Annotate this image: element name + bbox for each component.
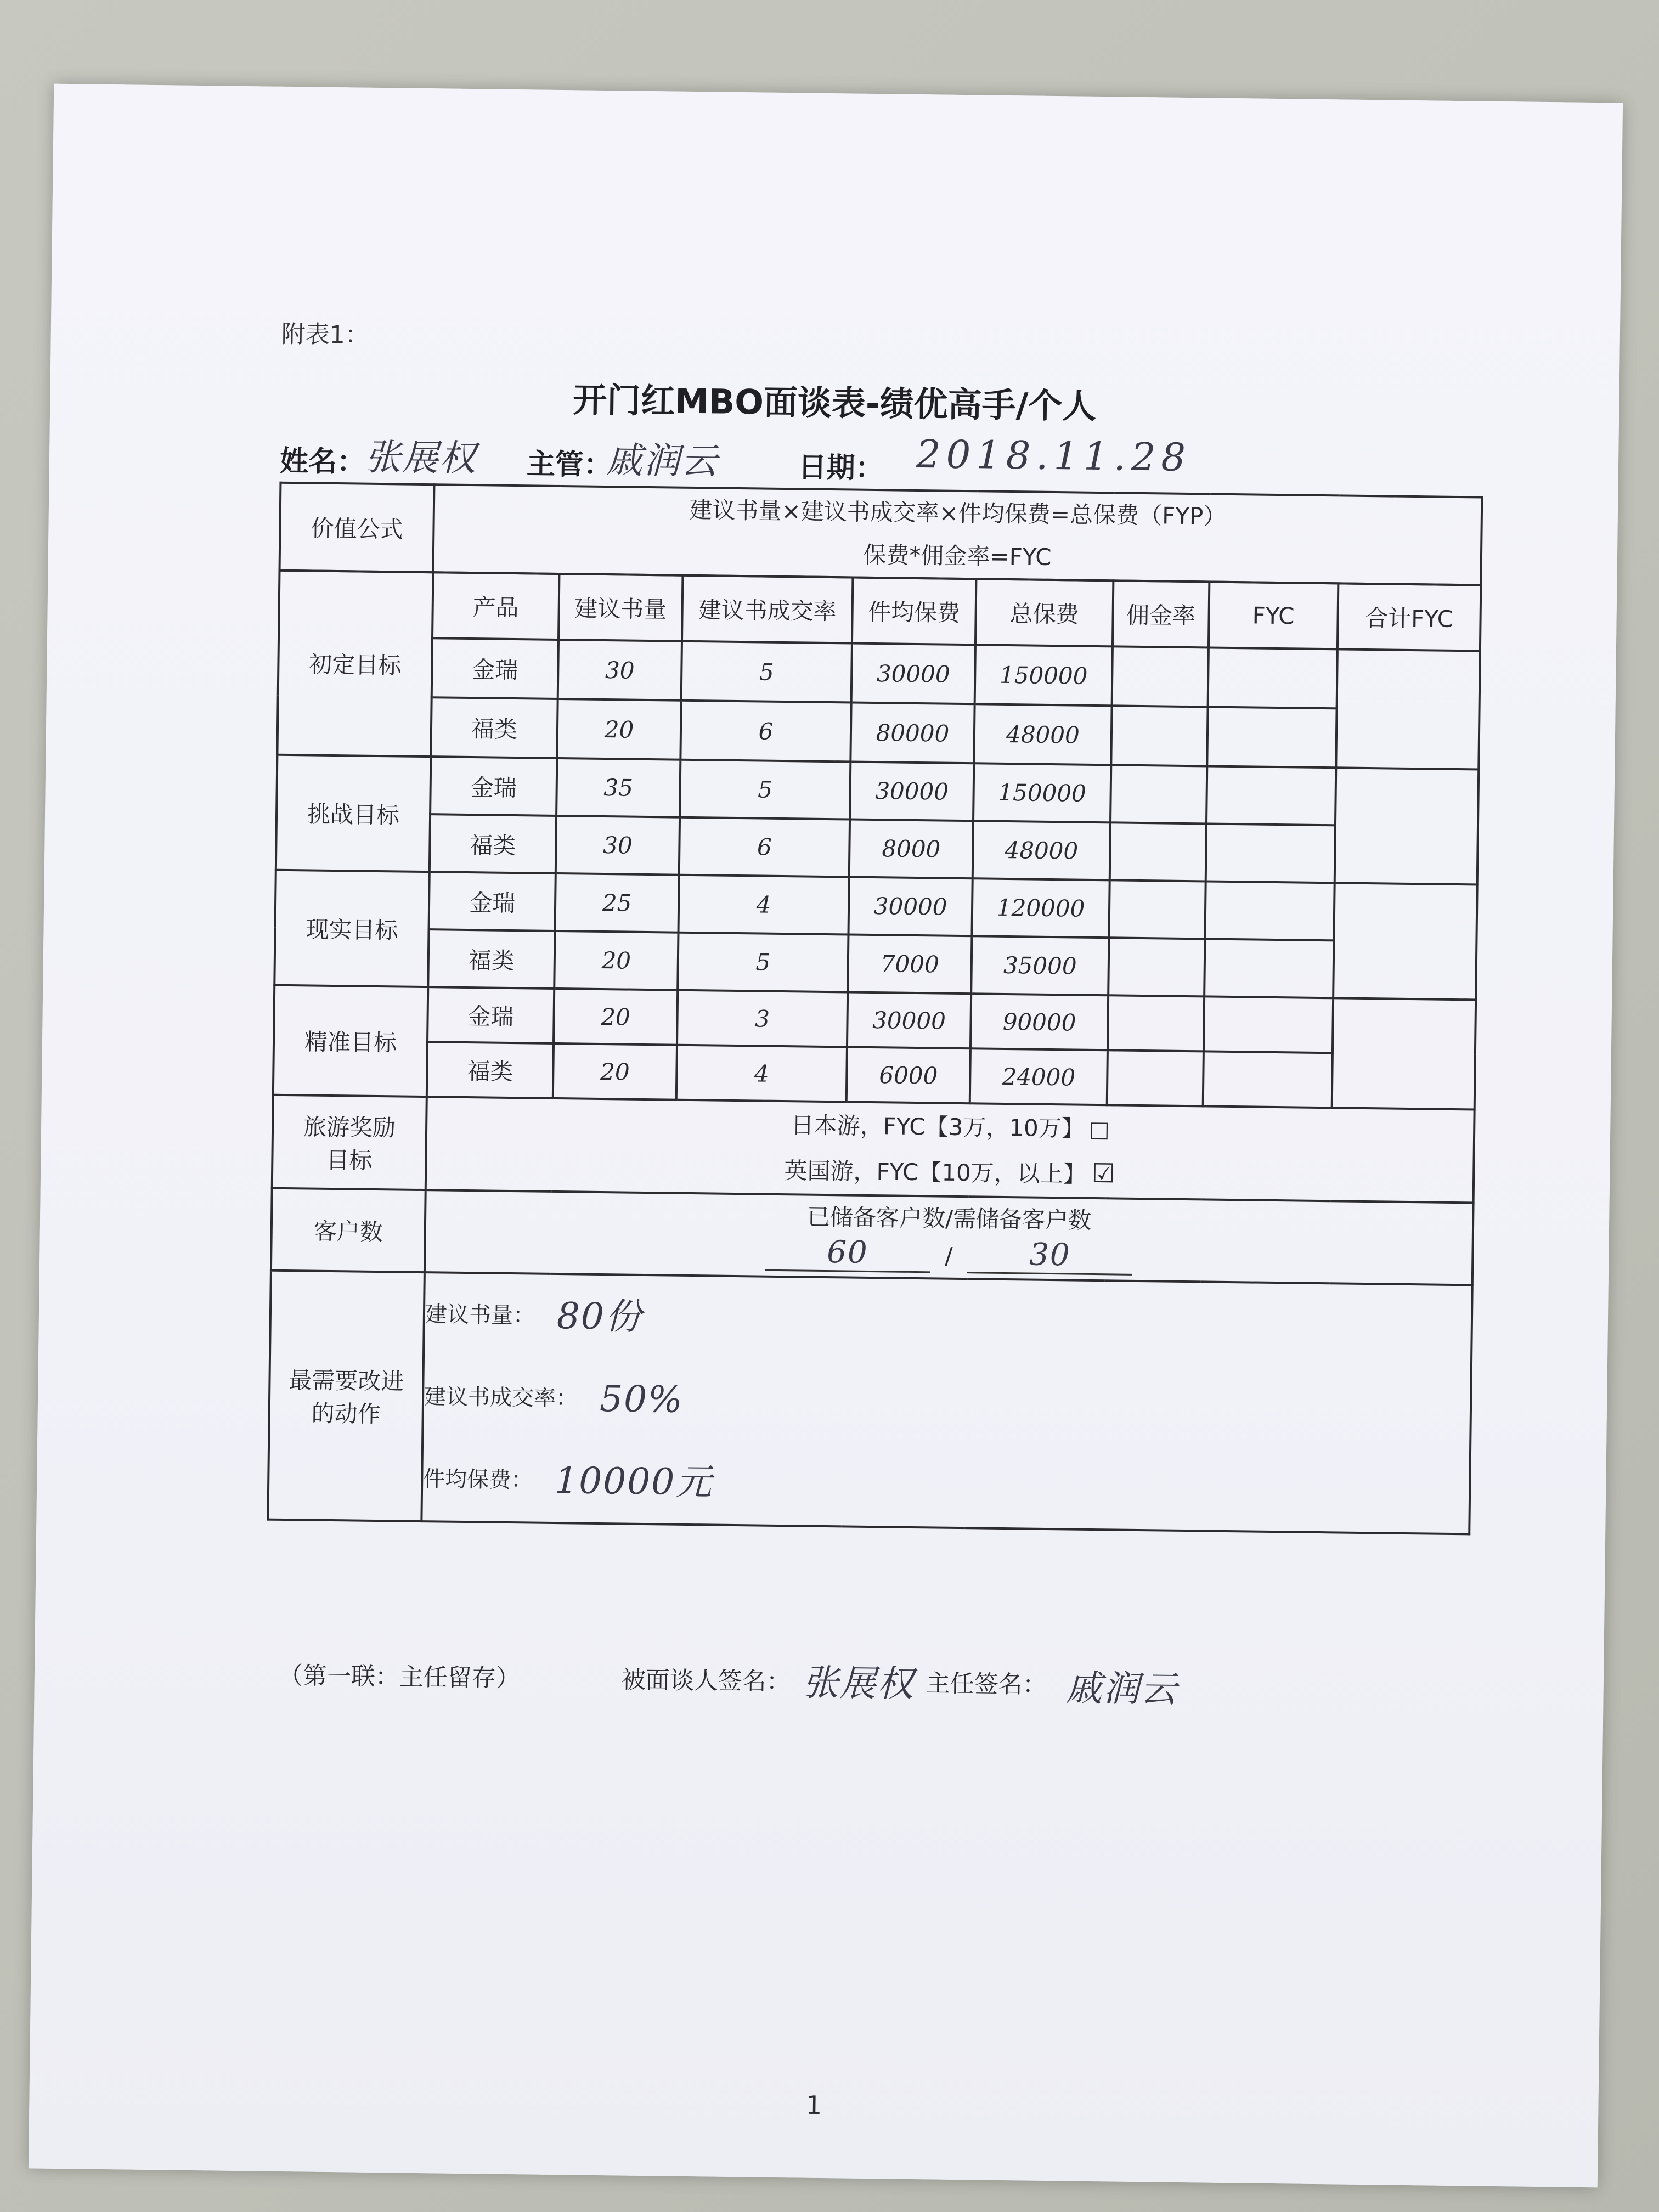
travel-reward-label-line-1: 旅游奖励 bbox=[303, 1113, 396, 1142]
avg-premium-cell: 6000 bbox=[847, 1047, 970, 1103]
total-premium-cell: 35000 bbox=[971, 936, 1109, 995]
total-fyc-cell bbox=[1332, 998, 1476, 1109]
checkbox-checked-icon: ☑ bbox=[1091, 1158, 1116, 1189]
page-number: 1 bbox=[805, 2090, 822, 2120]
paper-sheet bbox=[29, 84, 1623, 2188]
product-cell: 金瑞 bbox=[430, 757, 557, 816]
product-cell: 金瑞 bbox=[429, 872, 556, 931]
group-label-realistic: 现实目标 bbox=[274, 870, 430, 987]
commission-rate-cell bbox=[1110, 822, 1206, 881]
form-title: 开门红MBO面谈表-绩优高手/个人 bbox=[572, 380, 1097, 426]
total-premium-cell: 48000 bbox=[974, 704, 1111, 765]
proposals-cell: 20 bbox=[554, 931, 678, 990]
date-value-handwritten: 2018.11.28 bbox=[916, 431, 1192, 481]
fyc-cell bbox=[1208, 647, 1338, 708]
improve-item-value: 80份 bbox=[556, 1295, 643, 1338]
date-label: 日期： bbox=[798, 451, 884, 486]
rate-cell: 5 bbox=[678, 933, 848, 992]
fyc-cell bbox=[1203, 1051, 1333, 1108]
name-label: 姓名： bbox=[279, 444, 366, 479]
fyc-cell bbox=[1204, 996, 1333, 1053]
improve-item-label: 件均保费： bbox=[423, 1466, 533, 1493]
improve-actions-label-line-2: 的动作 bbox=[311, 1400, 381, 1428]
improve-actions-label bbox=[268, 1271, 425, 1521]
improve-actions-cell bbox=[421, 1272, 1472, 1534]
commission-rate-cell bbox=[1111, 706, 1207, 766]
col-header-proposals: 建议书量 bbox=[558, 574, 682, 641]
clients-reserved-value: 60 bbox=[765, 1234, 930, 1273]
commission-rate-cell bbox=[1109, 880, 1205, 939]
col-header-total-premium: 总保费 bbox=[975, 579, 1113, 646]
improve-item-label: 建议书量： bbox=[425, 1302, 535, 1329]
travel-reward-label bbox=[272, 1095, 427, 1190]
name-value-handwritten: 张展权 bbox=[364, 436, 477, 480]
travel-option-uk-text: 英国游，FYC【10万，以上】 bbox=[784, 1156, 1087, 1188]
target-table bbox=[267, 569, 1482, 1536]
product-cell: 福类 bbox=[427, 1042, 554, 1098]
formula-line-1: 建议书量×建议书成交率×件均保费=总保费（FYP） bbox=[689, 496, 1227, 530]
group-label-initial: 初定目标 bbox=[277, 571, 433, 757]
fyc-cell bbox=[1206, 766, 1336, 825]
total-premium-cell: 48000 bbox=[973, 821, 1110, 880]
group-label-precise: 精准目标 bbox=[273, 985, 428, 1097]
improve-item-avg-premium bbox=[422, 1438, 1469, 1533]
travel-options-cell bbox=[426, 1097, 1475, 1203]
commission-rate-cell bbox=[1110, 765, 1207, 823]
travel-reward-row bbox=[272, 1095, 1475, 1203]
col-header-avg-premium: 件均保费 bbox=[852, 578, 976, 645]
rate-cell: 4 bbox=[679, 875, 849, 935]
rate-cell: 6 bbox=[680, 701, 851, 762]
rate-cell: 5 bbox=[681, 641, 852, 703]
manager-value-handwritten: 戚润云 bbox=[606, 439, 719, 483]
client-count-label: 客户数 bbox=[271, 1188, 426, 1272]
avg-premium-cell: 8000 bbox=[849, 819, 973, 878]
commission-rate-cell bbox=[1108, 938, 1205, 996]
client-count-caption: 已储备客户数/需储备客户数 bbox=[806, 1203, 1092, 1234]
total-premium-cell: 150000 bbox=[973, 763, 1111, 822]
appendix-label: 附表1： bbox=[281, 320, 370, 349]
commission-rate-cell bbox=[1107, 1050, 1204, 1106]
formula-row bbox=[280, 483, 1482, 585]
travel-option-japan-text: 日本游，FYC【3万，10万】 bbox=[791, 1111, 1085, 1142]
proposals-cell: 20 bbox=[553, 1043, 677, 1100]
proposals-cell: 35 bbox=[556, 758, 680, 817]
col-header-commission-rate: 佣金率 bbox=[1113, 580, 1209, 647]
checkbox-empty-icon: □ bbox=[1088, 1116, 1110, 1142]
travel-reward-label-line-2: 目标 bbox=[326, 1146, 373, 1174]
avg-premium-cell: 30000 bbox=[848, 877, 972, 936]
mbo-form-table bbox=[278, 482, 1483, 586]
avg-premium-cell: 30000 bbox=[847, 992, 971, 1048]
total-premium-cell: 150000 bbox=[975, 645, 1113, 706]
rate-cell: 5 bbox=[680, 760, 850, 820]
total-premium-cell: 120000 bbox=[972, 878, 1109, 938]
improve-item-rate bbox=[424, 1356, 1470, 1451]
fyc-cell bbox=[1204, 939, 1334, 998]
fyc-cell bbox=[1207, 707, 1336, 768]
col-header-product: 产品 bbox=[432, 572, 559, 640]
clients-separator: / bbox=[944, 1242, 953, 1269]
col-header-rate: 建议书成交率 bbox=[682, 575, 853, 644]
avg-premium-cell: 30000 bbox=[851, 644, 975, 704]
client-count-row bbox=[271, 1188, 1474, 1285]
improve-item-proposals bbox=[425, 1273, 1471, 1368]
product-cell: 金瑞 bbox=[432, 638, 558, 699]
fyc-cell bbox=[1206, 823, 1335, 883]
commission-rate-cell bbox=[1108, 995, 1204, 1051]
group-label-challenge: 挑战目标 bbox=[276, 755, 431, 872]
interviewee-sign-label: 被面谈人签名： bbox=[621, 1666, 791, 1696]
formula-cell bbox=[433, 484, 1482, 585]
improve-item-label: 建议书成交率： bbox=[424, 1384, 578, 1412]
client-count-cell bbox=[425, 1190, 1474, 1285]
footer bbox=[34, 1652, 1604, 1716]
rate-cell: 6 bbox=[679, 817, 850, 877]
avg-premium-cell: 7000 bbox=[848, 934, 972, 994]
avg-premium-cell: 30000 bbox=[850, 762, 974, 821]
proposals-cell: 20 bbox=[554, 989, 678, 1045]
proposals-cell: 30 bbox=[558, 640, 682, 701]
director-signature: 戚润云 bbox=[1065, 1667, 1178, 1711]
proposals-cell: 25 bbox=[555, 873, 679, 933]
value-formula-label: 价值公式 bbox=[280, 483, 435, 572]
improve-actions-label-line-1: 最需要改进 bbox=[289, 1367, 404, 1395]
manager-label: 主管： bbox=[526, 448, 613, 482]
improve-item-value: 10000元 bbox=[554, 1459, 713, 1504]
total-fyc-cell bbox=[1336, 649, 1480, 769]
interviewee-signature: 张展权 bbox=[802, 1661, 915, 1706]
rate-cell: 3 bbox=[677, 990, 848, 1047]
formula-line-2: 保费*佣金率=FYC bbox=[863, 541, 1052, 571]
proposals-cell: 20 bbox=[557, 699, 681, 760]
rate-cell: 4 bbox=[676, 1045, 847, 1102]
total-fyc-cell bbox=[1333, 883, 1477, 1000]
improve-item-value: 50% bbox=[599, 1378, 684, 1421]
total-fyc-cell bbox=[1335, 768, 1479, 884]
product-cell: 福类 bbox=[431, 697, 557, 758]
improve-actions-row bbox=[268, 1271, 1472, 1534]
product-cell: 福类 bbox=[430, 814, 556, 873]
product-cell: 金瑞 bbox=[427, 987, 554, 1043]
avg-premium-cell: 80000 bbox=[850, 703, 974, 764]
fyc-cell bbox=[1205, 881, 1334, 940]
commission-rate-cell bbox=[1112, 646, 1209, 707]
clients-needed-value: 30 bbox=[967, 1237, 1132, 1276]
proposals-cell: 30 bbox=[556, 816, 680, 875]
total-premium-cell: 90000 bbox=[970, 994, 1108, 1050]
col-header-total-fyc: 合计FYC bbox=[1338, 583, 1481, 651]
director-sign-label: 主任签名： bbox=[926, 1669, 1047, 1699]
total-premium-cell: 24000 bbox=[970, 1048, 1108, 1105]
product-cell: 福类 bbox=[428, 929, 555, 989]
col-header-fyc: FYC bbox=[1209, 582, 1338, 649]
copy-note: （第一联：主任留存） bbox=[278, 1661, 521, 1693]
